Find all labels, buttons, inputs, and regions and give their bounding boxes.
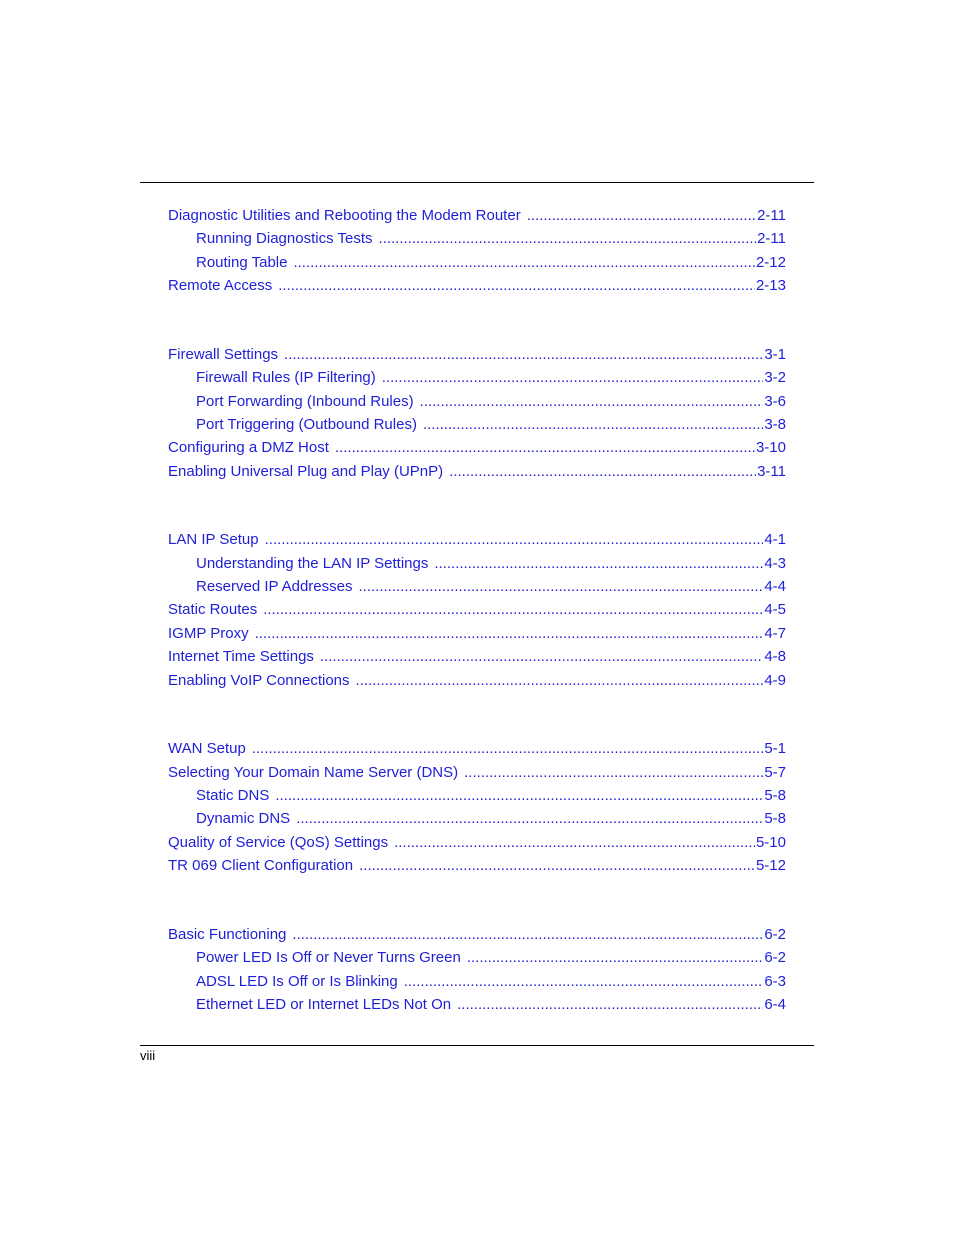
toc-entry-internet-time[interactable] — [168, 646, 786, 666]
dot-leader — [378, 230, 756, 248]
toc-entry-title: Remote Access — [168, 277, 273, 294]
toc-entry-tr069[interactable] — [168, 855, 786, 875]
dot-leader — [356, 672, 764, 690]
dot-leader — [434, 555, 763, 573]
toc-entry-routing-table[interactable] — [196, 252, 786, 272]
toc-entry-title: WAN Setup — [168, 740, 246, 757]
toc-entry-title: LAN IP Setup — [168, 531, 259, 548]
toc-entry-page: 5-8 — [764, 787, 786, 804]
toc-entry-igmp-proxy[interactable] — [168, 623, 786, 643]
dot-leader — [278, 277, 755, 295]
toc-entry-title: Quality of Service (QoS) Settings — [168, 834, 389, 851]
toc-entry-title: Static Routes — [168, 601, 258, 618]
toc-entry-dmz-host[interactable] — [168, 437, 786, 457]
page-number: viii — [140, 1048, 156, 1063]
dot-leader — [404, 973, 764, 991]
toc-entry-page: 4-5 — [764, 601, 786, 618]
toc-entry-power-led[interactable] — [196, 947, 786, 967]
toc-entry-page: 3-11 — [757, 463, 786, 480]
toc-entry-title: Static DNS — [196, 787, 270, 804]
dot-leader — [275, 787, 763, 805]
dot-leader — [358, 578, 763, 596]
toc-entry-title: Ethernet LED or Internet LEDs Not On — [196, 996, 452, 1013]
toc-entry-page: 2-12 — [755, 254, 786, 271]
toc-entry-page: 3-10 — [755, 439, 786, 456]
dot-leader — [394, 834, 755, 852]
toc-entry-page: 3-2 — [764, 369, 786, 386]
toc-entry-page: 2-13 — [755, 277, 786, 294]
toc-entry-lan-ip-setup[interactable] — [168, 529, 786, 549]
toc-entry-wan-setup[interactable] — [168, 738, 786, 758]
toc-entry-title: Diagnostic Utilities and Rebooting the Modem Router — [168, 207, 521, 224]
toc-entry-voip[interactable] — [168, 670, 786, 690]
toc-entry-page: 5-1 — [764, 740, 786, 757]
toc-entry-port-forwarding[interactable] — [196, 391, 786, 411]
toc-entry-page: 4-1 — [764, 531, 786, 548]
dot-leader — [359, 857, 755, 875]
toc-entry-title: Enabling Universal Plug and Play (UPnP) — [168, 463, 444, 480]
toc-entry-adsl-led[interactable] — [196, 971, 786, 991]
toc-entry-qos[interactable] — [168, 832, 786, 852]
toc-entry-page: 2-11 — [757, 207, 786, 224]
dot-leader — [293, 254, 755, 272]
toc-entry-title: Internet Time Settings — [168, 648, 314, 665]
toc-entry-firewall-settings[interactable] — [168, 344, 786, 364]
toc-entry-page: 5-10 — [755, 834, 786, 851]
toc-entry-title: Firewall Settings — [168, 346, 279, 363]
toc-entry-page: 6-4 — [764, 996, 786, 1013]
toc-entry-title: ADSL LED Is Off or Is Blinking — [196, 973, 398, 990]
dot-leader — [423, 416, 763, 434]
toc-entry-title: Port Triggering (Outbound Rules) — [196, 416, 417, 433]
toc-entry-ethernet-led[interactable] — [196, 994, 786, 1014]
dot-leader — [335, 439, 755, 457]
dot-leader — [263, 601, 763, 619]
toc-entry-page: 4-8 — [764, 648, 786, 665]
dot-leader — [320, 648, 763, 666]
toc-entry-page: 5-7 — [764, 764, 786, 781]
toc-entry-title: Dynamic DNS — [196, 810, 291, 827]
toc-entry-port-triggering[interactable] — [196, 414, 786, 434]
toc-entry-title: Selecting Your Domain Name Server (DNS) — [168, 764, 459, 781]
toc-entry-static-dns[interactable] — [196, 785, 786, 805]
dot-leader — [464, 764, 763, 782]
toc-entry-page: 6-2 — [764, 926, 786, 943]
toc-entry-title: Basic Functioning — [168, 926, 287, 943]
toc-entry-page: 4-7 — [764, 625, 786, 642]
toc-entry-title: Power LED Is Off or Never Turns Green — [196, 949, 461, 966]
toc-entry-upnp[interactable] — [168, 461, 786, 481]
toc-entry-static-routes[interactable] — [168, 599, 786, 619]
toc-entry-title: Enabling VoIP Connections — [168, 672, 350, 689]
dot-leader — [527, 207, 756, 225]
toc-entry-page: 3-8 — [764, 416, 786, 433]
header-rule — [140, 182, 814, 183]
dot-leader — [292, 926, 763, 944]
dot-leader — [296, 810, 763, 828]
toc-entry-title: Running Diagnostics Tests — [196, 230, 373, 247]
toc-entry-page: 5-12 — [755, 857, 786, 874]
toc-entry-title: Understanding the LAN IP Settings — [196, 555, 429, 572]
dot-leader — [265, 531, 764, 549]
toc-entry-page: 2-11 — [757, 230, 786, 247]
toc-entry-page: 4-4 — [764, 578, 786, 595]
toc-entry-remote-access[interactable] — [168, 275, 786, 295]
toc-entry-title: TR 069 Client Configuration — [168, 857, 354, 874]
dot-leader — [457, 996, 763, 1014]
toc-entry-page: 3-6 — [764, 393, 786, 410]
toc-entry-page: 6-2 — [764, 949, 786, 966]
toc-entry-title: Routing Table — [196, 254, 288, 271]
toc-entry-diagnostic-utilities[interactable] — [168, 205, 786, 225]
dot-leader — [467, 949, 763, 967]
dot-leader — [252, 740, 764, 758]
toc-entry-title: Reserved IP Addresses — [196, 578, 353, 595]
toc-entry-basic-functioning[interactable] — [168, 924, 786, 944]
toc-entry-dynamic-dns[interactable] — [196, 808, 786, 828]
dot-leader — [382, 369, 764, 387]
toc-entry-page: 3-1 — [764, 346, 786, 363]
dot-leader — [284, 346, 763, 364]
toc-entry-page: 5-8 — [764, 810, 786, 827]
toc-entry-reserved-ip[interactable] — [196, 576, 786, 596]
toc-entry-page: 4-9 — [764, 672, 786, 689]
toc-entry-running-diagnostics[interactable] — [196, 228, 786, 248]
dot-leader — [449, 463, 756, 481]
toc-entry-title: Firewall Rules (IP Filtering) — [196, 369, 376, 386]
dot-leader — [420, 393, 764, 411]
toc-entry-dns[interactable] — [168, 762, 786, 782]
toc-entry-title: Port Forwarding (Inbound Rules) — [196, 393, 414, 410]
footer-rule — [140, 1045, 814, 1046]
toc-entry-title: Configuring a DMZ Host — [168, 439, 329, 456]
toc-entry-understanding-lan-ip[interactable] — [196, 553, 786, 573]
toc-entry-firewall-rules[interactable] — [196, 367, 786, 387]
dot-leader — [255, 625, 764, 643]
toc-entry-title: IGMP Proxy — [168, 625, 249, 642]
toc-entry-page: 6-3 — [764, 973, 786, 990]
toc-entry-page: 4-3 — [764, 555, 786, 572]
